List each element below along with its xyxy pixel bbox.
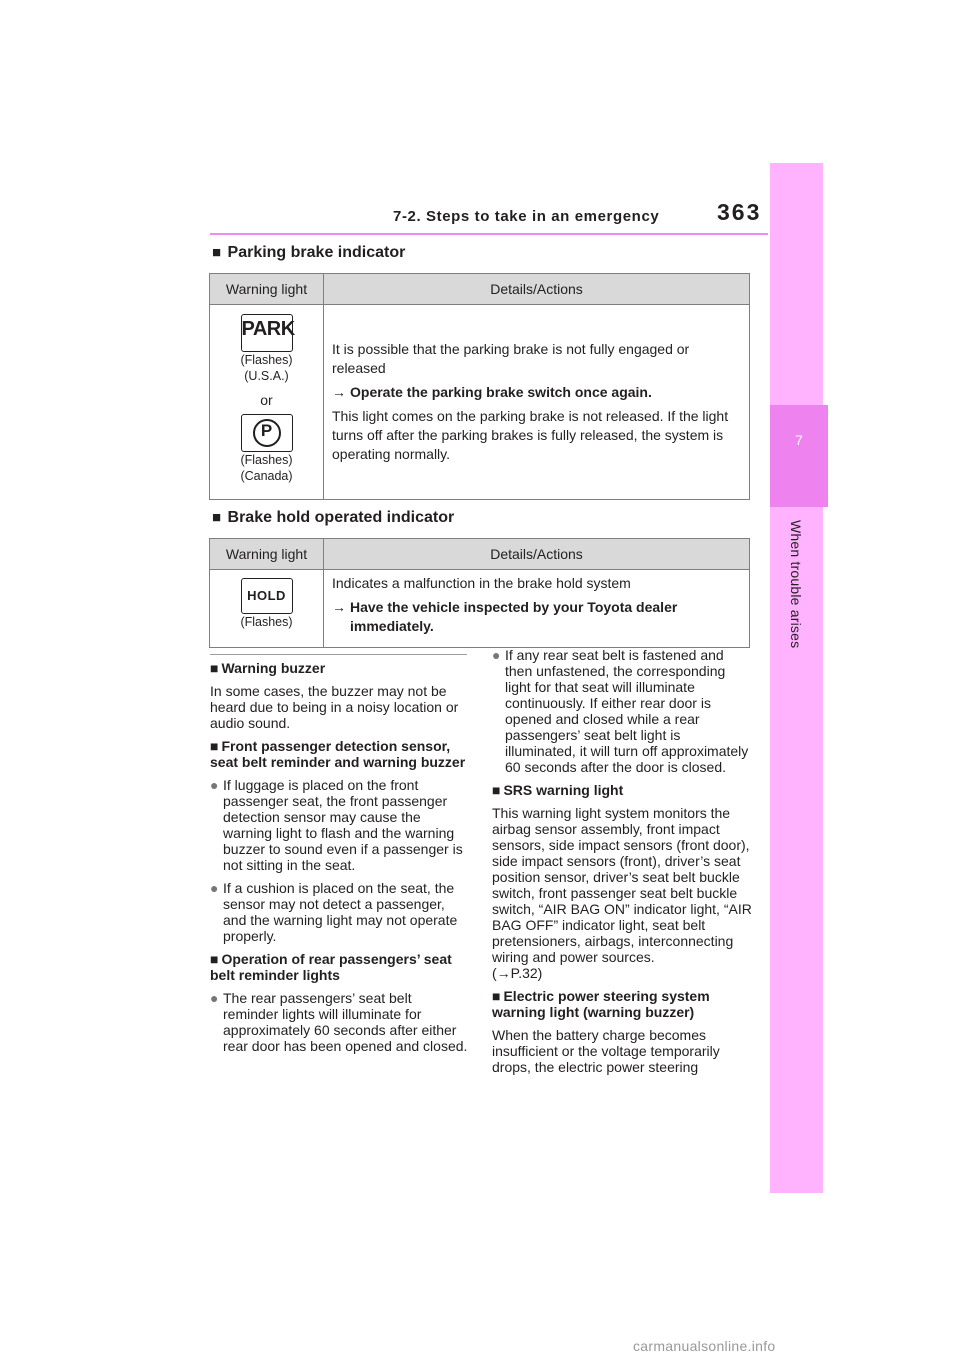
warning-buzzer-heading: ■ Warning buzzer — [210, 660, 326, 676]
rear-seat-belt-heading: ■ Operation of rear passengers’ seat belt reminder lights — [210, 951, 452, 983]
details-cell — [324, 305, 750, 500]
icon-caption: (Flashes) — [240, 453, 293, 467]
paragraph: This warning light system monitors the airbag sensor assembly, front impact sensors, side impact sensors (front door), side impact sensors (front), driver’s seat position sensor, driver’s seat belt buckle switch, front passenger seat belt buckle switch, “AIR BAG ON” indicator light, “AIR BAG OFF” indicator light, seat belt pretensioners, airbags, interconnecting wiring and power sources. (→P.32) — [492, 805, 752, 981]
srs-warning-heading: ■ SRS warning light — [492, 782, 624, 798]
passenger-detection-heading: ■ Front passenger detection sensor, seat belt reminder and warning buzzer — [210, 738, 466, 770]
chapter-tab — [770, 405, 828, 507]
paragraph: When the battery charge becomes insufficient or the voltage temporarily drops, the electric power steering — [492, 1027, 720, 1075]
detail-text: This light comes on the parking brake is not released. If the light turns off after the parking brakes is fully released, the system is operating normally. — [332, 408, 729, 462]
col-details-actions: Details/Actions — [324, 539, 750, 570]
paragraph: In some cases, the buzzer may not be heard due to being in a noisy location or audio sound. — [210, 683, 459, 731]
action-text: → Have the vehicle inspected by your Toyota dealer immediately. — [332, 599, 678, 634]
header-rule — [210, 233, 768, 235]
parking-brake-heading — [212, 244, 405, 262]
arrow-icon: → — [332, 599, 346, 615]
icon-caption: (U.S.A.) — [244, 369, 289, 383]
heading-text: Parking brake indicator — [227, 244, 406, 261]
col-warning-light: Warning light — [210, 274, 324, 305]
chapter-side-strip — [770, 163, 823, 1193]
brake-hold-table — [209, 538, 750, 648]
chapter-number: 7 — [795, 432, 803, 448]
col-warning-light: Warning light — [210, 539, 324, 570]
parking-brake-table — [209, 273, 750, 500]
details-cell — [324, 570, 750, 648]
bullet-item: ● If luggage is placed on the front passenger seat, the front passenger detection sensor may cause the warning light to flash and the warning buzzer to sound even if a passenger is not sitting in the seat. — [210, 777, 463, 873]
bullet-item: ● If a cushion is placed on the seat, the sensor may not detect a passenger, and the warning light may not operate properly. — [210, 880, 458, 944]
arrow-icon: → — [496, 965, 511, 981]
action-text: → Operate the parking brake switch once again. — [332, 384, 652, 400]
bullet-icon: ● — [210, 990, 219, 1006]
arrow-icon: → — [332, 384, 346, 400]
brake-hold-heading — [212, 509, 454, 527]
warning-light-cell — [210, 570, 324, 648]
warning-light-cell — [210, 305, 324, 500]
heading-text: Brake hold operated indicator — [227, 509, 455, 526]
detail-text: Indicates a malfunction in the brake hold system — [332, 575, 631, 591]
column-rule — [210, 654, 467, 655]
bullet-icon: ● — [210, 777, 219, 793]
chapter-label: When trouble arises — [788, 520, 804, 649]
hold-icon: HOLD — [241, 578, 293, 614]
col-details-actions: Details/Actions — [324, 274, 750, 305]
detail-text: It is possible that the parking brake is not fully engaged or released — [332, 341, 690, 376]
page-number: 363 — [717, 199, 762, 225]
parking-p-icon: P — [241, 414, 293, 452]
bullet-item: ● If any rear seat belt is fastened and then unfastened, the corresponding light for that seat will illuminate continuously. If either rear door is opened and closed while a rear passengers’ seat belt light is illuminated, it will turn off approximately 60 seconds after the door is closed. — [492, 647, 749, 775]
eps-warning-heading: ■ Electric power steering system warning light (warning buzzer) — [492, 988, 710, 1020]
icon-caption: (Canada) — [240, 469, 293, 483]
watermark: carmanualsonline.info — [633, 1338, 776, 1354]
bullet-icon: ● — [210, 880, 219, 896]
icon-caption: (Flashes) — [240, 615, 293, 629]
section-title: 7-2. Steps to take in an emergency — [393, 208, 660, 225]
bullet-item: ● The rear passengers’ seat belt reminder lights will illuminate for approximately 60 seconds after either rear door has been opened and closed. — [210, 990, 468, 1054]
page-reference: P.32 — [510, 965, 538, 981]
square-bullet-icon: ■ — [212, 244, 222, 261]
right-column — [492, 647, 754, 1082]
park-icon: PARK — [241, 314, 293, 352]
icon-caption: (Flashes) — [240, 353, 293, 367]
left-column — [210, 660, 468, 1061]
square-bullet-icon: ■ — [212, 509, 222, 526]
bullet-icon: ● — [492, 647, 501, 663]
or-text: or — [260, 392, 273, 408]
